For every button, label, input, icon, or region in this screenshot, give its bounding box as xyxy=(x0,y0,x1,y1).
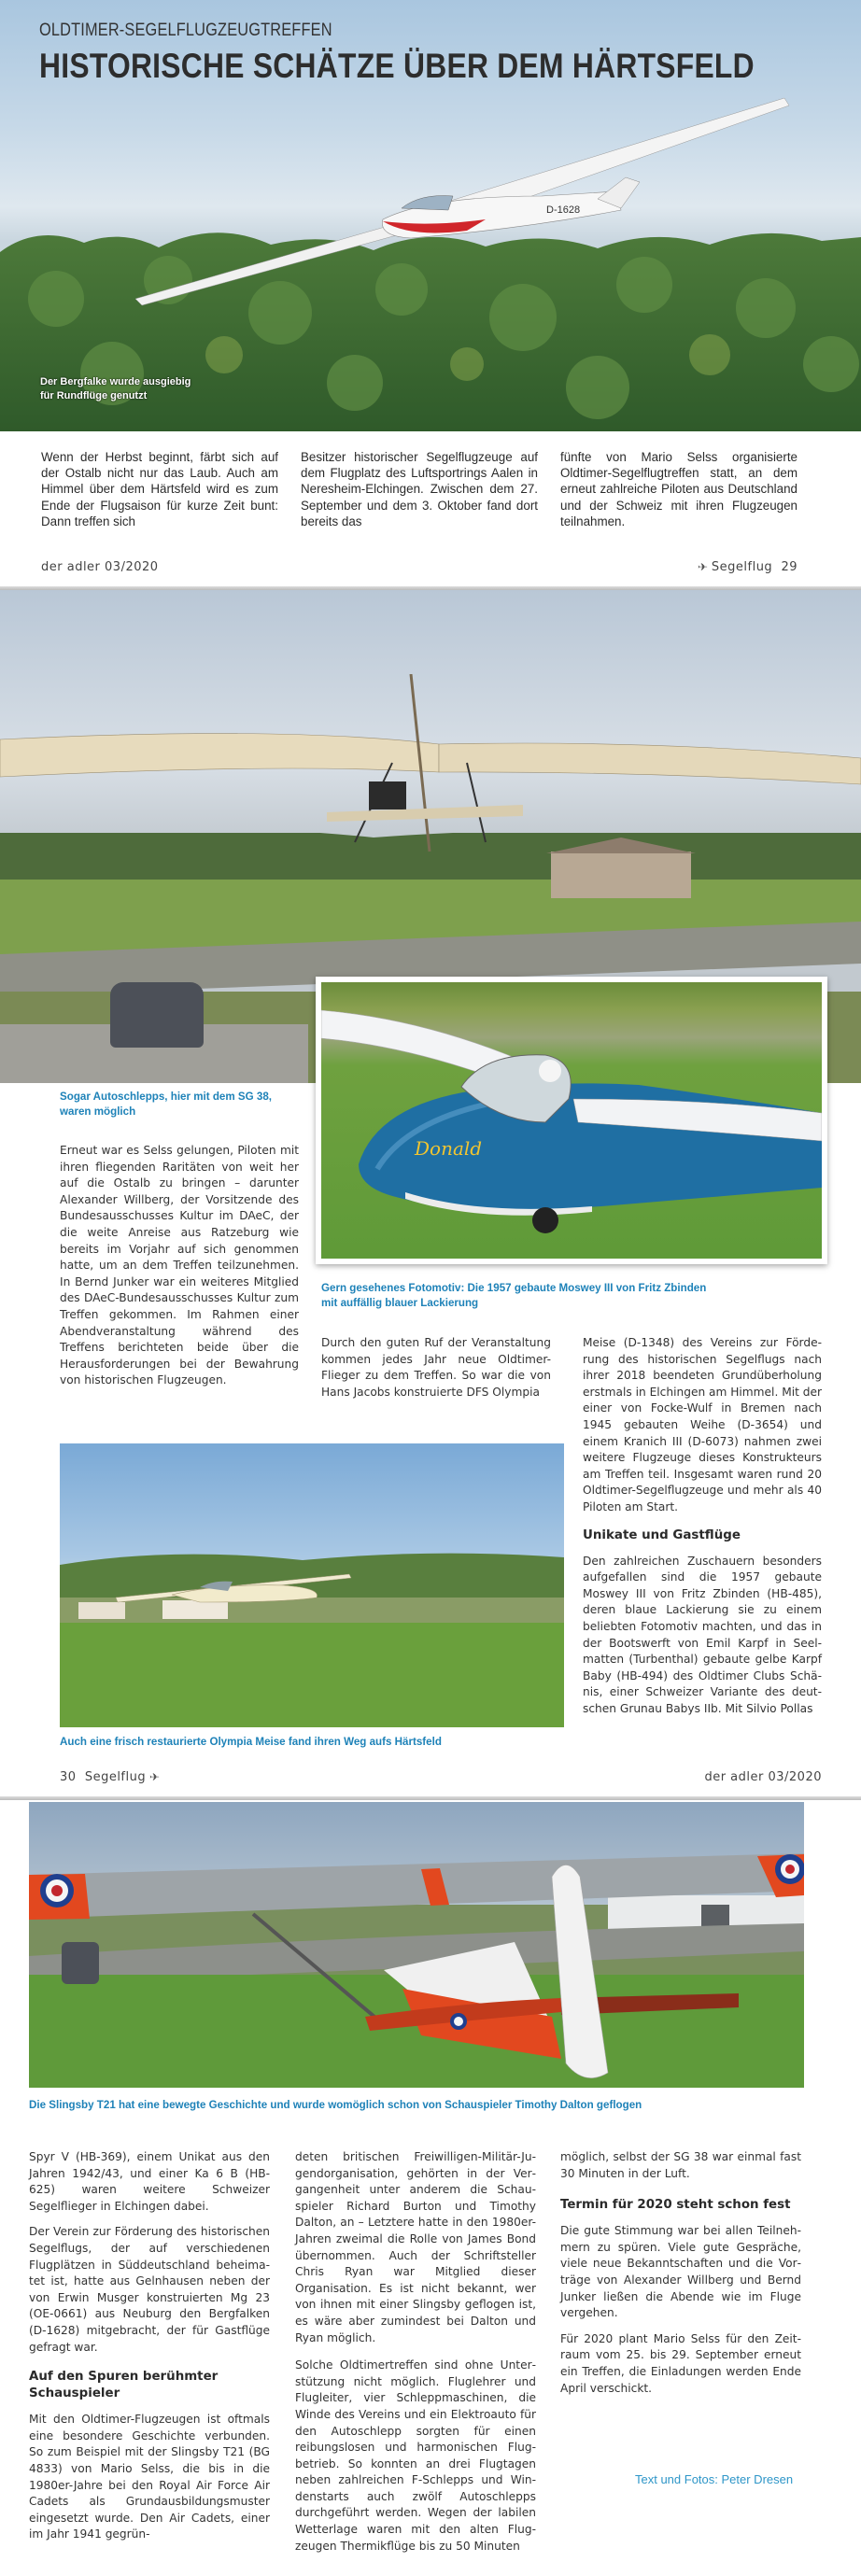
page2-column-2: Durch den guten Ruf der Veranstaltung kommen jedes Jahr neue Oldtimer-Flieger zu dem Treffen. So war die von Hans Jacobs konstruierte DFS Olympia xyxy=(321,1336,551,1399)
glider-icon: ✈ xyxy=(148,1771,161,1783)
slingsby-scene xyxy=(29,1802,804,2088)
footer-section: Segelflug xyxy=(711,560,773,574)
page3-col2-paragraph-2: Solche Oldtimertreffen sind ohne Unterstützung nicht möglich. Fluglehrer und Flugleiter, vier Schleppmaschinen, die Winde des Vereins und ein Elektroauto für den Autoschlepp sorgten für einen reibungslosen und harmonischen Flugbetrieb. So konnten an drei Flugtagen neben zahlreichen F-Schlepps und Windenstarts auch zwölf Autoschlepps durchgeführt werden. Wegen der labilen Wetterlage waren mit den alten Flugzeugen Thermikflüge bis zu 50 Minuten xyxy=(295,2358,536,2553)
caption-olympia-meise: Auch eine frisch restaurierte Olympia Meise fand ihren Weg aufs Härtsfeld xyxy=(60,1736,442,1748)
page3-col1-paragraph-3: Mit den Oldtimer-Flugzeugen ist oftmals eine besondere Geschichte verbunden. So zum Beispiel mit der Slingsby T21 (BG 4833) von Mario Selss, die bis in die 1980er-Jahre bei den Royal Air Force Air Cadets als Grundausbildungsmuster eingesetzt wurde. Den Air Cadets, einer im Jahr 1941 gegrün- xyxy=(29,2413,270,2541)
caption-moswey xyxy=(321,1281,807,1311)
caption-slingsby: Die Slingsby T21 hat eine bewegte Geschichte und wurde womöglich schon von Schauspieler Timothy Dalton geflogen xyxy=(29,2099,642,2111)
footer-page-section xyxy=(60,1770,159,1784)
page3-col1-paragraph-2: Der Verein zur Förderung des historischen Segelflugs, der auf verschiedenen Flugplätzen in Süddeutschland beheimatet ist, hatte aus Gelnhausen neben der von Erwin Musger konstruierten Mg 23 (OE-0661) aus Neuburg den Bergfalken (D-1628) mitgebracht, der für Gastflüge gefragt war. xyxy=(29,2225,270,2354)
page3-column-3 xyxy=(560,2149,801,2397)
glider-icon: ✈ xyxy=(697,561,709,573)
hero-photo-caption xyxy=(40,375,191,403)
moswey-photo xyxy=(316,977,827,1264)
page-number: 29 xyxy=(781,560,797,574)
caption-sg38-line-1: Sogar Autoschlepps, hier mit dem SG 38, xyxy=(60,1091,272,1103)
caption-sg38-line-2: waren möglich xyxy=(60,1105,136,1118)
page3-col3-paragraph-3: Für 2020 plant Mario Selss für den Zeitraum vom 25. bis 29. September erneut ein Treffen, die Einladungen werden Ende April verschickt. xyxy=(560,2331,801,2395)
footer-magazine-issue: der adler 03/2020 xyxy=(41,560,159,574)
page3-column-1 xyxy=(29,2149,270,2543)
page-divider xyxy=(0,1796,861,1800)
page-number: 30 xyxy=(60,1770,77,1784)
page3-column-2 xyxy=(295,2149,536,2555)
page2-col3-paragraph-2: Den zahlreichen Zuschauern besonders aufgefallen sind die 1957 gebaute Moswey III von Fritz Zbinden (HB-485), deren blaue Lackierung sie zu einem beliebten Fotomotiv machten, und das in der Bootswerft von Emil Karpf in Seelmatten (Turbenthal) gebaute gelbe Karpf Baby (HB-494) des Oldtimer Clubs Schänis, einer Schweizer Variante des deutschen Grunau Babys IIb. Mit Silvio Pollas xyxy=(583,1554,822,1715)
olympia-meise-scene xyxy=(60,1546,564,1727)
page2-column-1: Erneut war es Selss gelungen, Piloten mit ihren fliegenden Raritäten von weit her auf die Ostalb zu bringen – darunter Alexander Willberg, der Vorsitzende des Bundesausschusses Kultur im DAeC, der die weite Anreise aus Ratzeburg wie bereits im Vorjahr auf sich genommen hatte, um an dem Treffen teilzunehmen. In Bernd Junker war ein weiteres Mitglied des DAeC-Bundesausschusses Kultur zum Treffen gekommen. Im Rahmen einer Abendveranstaltung während des Treffens berichteten beide über die Herausforderungen bei der Bewahrung von historischen Flugzeugen. xyxy=(60,1144,299,1387)
page3-col3-paragraph-1: möglich, selbst der SG 38 war einmal fast 30 Minuten in der Luft. xyxy=(560,2150,801,2180)
section-heading-termin: Termin für 2020 steht schon fest xyxy=(560,2198,791,2213)
page2-col3-paragraph-1: Meise (D-1348) des Vereins zur Förderung des historischen Segelflugs nach ihrer 2018 beendeten Grundüberholung erstmals in Elchingen am Himmel. Mit der einer von Focke-Wulf in Bremen nach 1945 gebauten Weihe (D-3654) und einem Kranich III (D-6073) nahmen zwei weitere Flugzeuge dieses Konstrukteurs am Treffen teil. Insgesamt waren rund 20 Oldtimer-Segelflugzeuge und mehr als 40 Piloten am Start. xyxy=(583,1336,822,1513)
article-kicker: OLDTIMER-SEGELFLUGZEUGTREFFEN xyxy=(39,21,332,40)
author-credit: Text und Fotos: Peter Dresen xyxy=(635,2472,794,2486)
article-headline: HISTORISCHE SCHÄTZE ÜBER DEM HÄRTSFELD xyxy=(39,47,755,85)
page2-column-3 xyxy=(583,1335,822,1717)
glider-registration: D-1628 xyxy=(546,204,581,216)
caption-moswey-line-1: Gern gesehenes Fotomotiv: Die 1957 gebaute Moswey III von Fritz Zbinden xyxy=(321,1282,707,1294)
hero-caption-line-2: für Rundflüge genutzt xyxy=(40,390,148,401)
bergfalke-glider xyxy=(131,89,803,313)
moswey-glider xyxy=(321,982,822,1259)
footer-magazine-issue: der adler 03/2020 xyxy=(704,1770,822,1784)
lead-column-3: fünfte von Mario Selss organisierte Oldtimer-Segelflugtreffen statt, an dem erneut zahlreiche Piloten aus Deutschland und der Schweiz mit ihren Flugzeugen teilnahmen. xyxy=(560,450,797,528)
section-heading-unikate: Unikate und Gastflüge xyxy=(583,1527,741,1542)
lead-column-1: Wenn der Herbst beginnt, färbt sich auf der Ostalb nicht nur das Laub. Auch am Himmel über dem Härtsfeld wird es zum Ende der Flugsaison für kurze Zeit bunt: Dann treffen sich xyxy=(41,450,278,528)
hero-caption-line-1: Der Bergfalke wurde ausgiebig xyxy=(40,376,191,387)
caption-moswey-line-2: mit auffällig blauer Lackierung xyxy=(321,1297,479,1309)
lead-column-2: Besitzer historischer Segelflugzeuge auf dem Flugplatz des Luftsportrings Aalen in Neresheim-Elchingen. Zwischen dem 27. September und dem 3. Oktober fand dort bereits das xyxy=(301,450,538,528)
tow-car xyxy=(110,982,204,1048)
page3-col3-paragraph-2: Die gute Stimmung war bei allen Teilnehmern zu spüren. Viele gute Gespräche, viele neue Bekanntschaften und die Vorträge von Alexander Willberg und Bernd Junker ließen die Abende wie im Fluge vergehen. xyxy=(560,2224,801,2320)
hero-photo-bergfalke xyxy=(0,0,861,431)
page3-col2-paragraph-1: deten britischen Freiwilligen-Militär-Jugendorganisation, gehörten in der Vergangenheit unter anderem die Schauspieler Richard Burton und Timothy Dalton, an – Letztere hatte in den 1980er-Jahren zweimal die Rolle von James Bond übernommen. Auch der Schriftsteller Chris Ryan war Mitglied dieser Organisation. Es ist nicht bekannt, wer von ihnen mit einer Slingsby geflogen ist, es wäre aber zumindest bei Dalton und Ryan möglich. xyxy=(295,2150,536,2344)
caption-sg38 xyxy=(60,1090,303,1119)
page3-col1-paragraph-1: Spyr V (HB-369), einem Unikat aus den Jahren 1942/43, und einer Ka 6 B (HB-625) waren weitere Schweizer Segelflieger in Elchingen dabei. xyxy=(29,2150,270,2213)
slingsby-t21-photo xyxy=(29,1802,804,2088)
footer-section-page xyxy=(699,560,797,574)
moswey-nose-name: Donald xyxy=(415,1137,483,1160)
sg38-glider xyxy=(0,674,861,861)
section-heading-schauspieler: Auf den Spuren berühmter Schauspieler xyxy=(29,2370,219,2401)
footer-section: Segelflug xyxy=(84,1770,147,1784)
olympia-meise-photo xyxy=(60,1443,564,1727)
